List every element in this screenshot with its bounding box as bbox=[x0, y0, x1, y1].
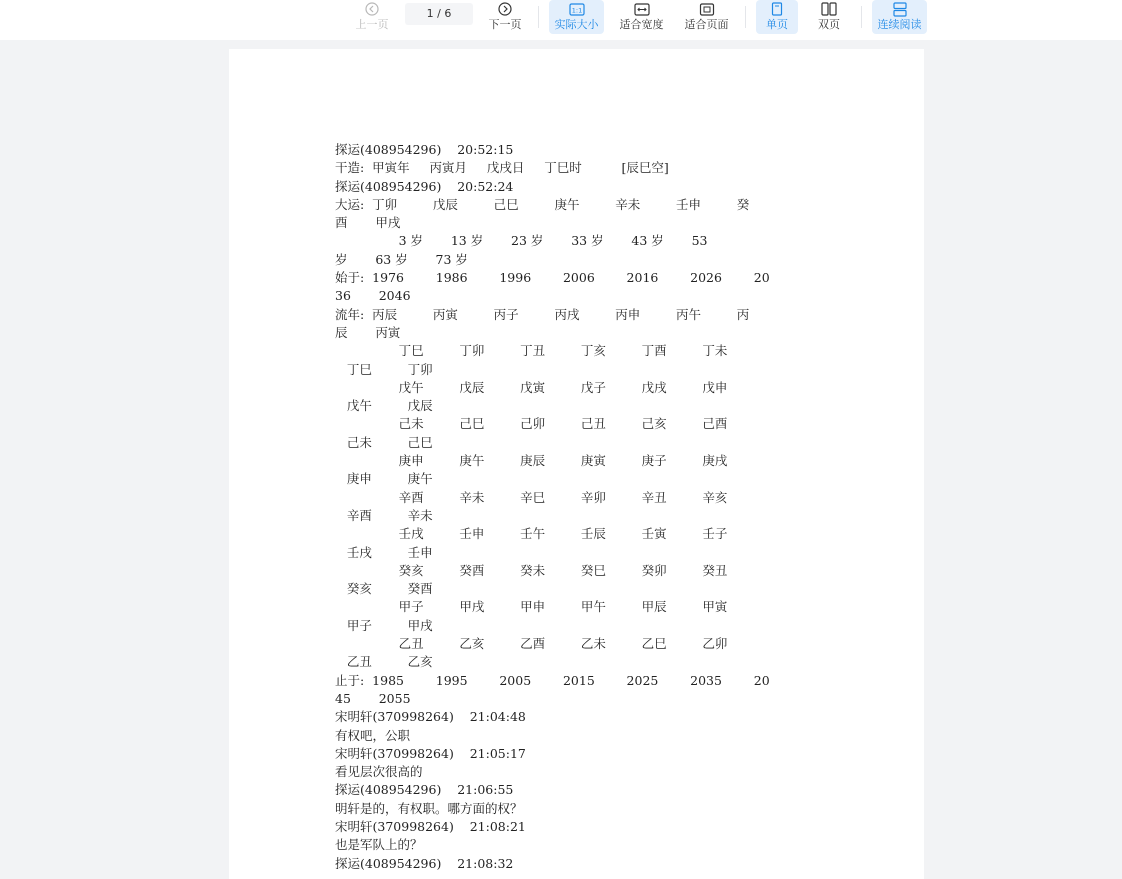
toolbar-divider bbox=[745, 6, 746, 28]
text-line: 丁巳 丁卯 丁丑 丁亥 丁酉 丁未 bbox=[335, 343, 728, 359]
actual-size-icon bbox=[569, 1, 585, 17]
text-line: 癸亥 癸酉 癸未 癸巳 癸卯 癸丑 bbox=[335, 562, 728, 578]
text-line: 宋明轩(370998264) 21:05:17 bbox=[335, 745, 526, 761]
continuous-read-label: 连续阅读 bbox=[877, 18, 922, 31]
text-line: 壬戌 壬申 bbox=[335, 544, 433, 560]
fit-width-icon bbox=[634, 1, 650, 17]
toolbar-divider bbox=[538, 6, 539, 28]
pdf-toolbar bbox=[0, 0, 1122, 40]
single-page-icon bbox=[771, 1, 783, 17]
text-line: 乙丑 乙亥 乙酉 乙未 乙巳 乙卯 bbox=[335, 636, 728, 652]
double-page-button[interactable] bbox=[808, 0, 850, 34]
continuous-read-button[interactable] bbox=[872, 0, 927, 34]
text-line: 岁 63 岁 73 岁 bbox=[335, 251, 468, 267]
text-line: 乙丑 乙亥 bbox=[335, 654, 433, 670]
fit-page-button[interactable] bbox=[679, 0, 734, 34]
text-line: 流年: 丙辰 丙寅 丙子 丙戌 丙申 丙午 丙 bbox=[335, 306, 750, 322]
next-page-label: 下一页 bbox=[488, 18, 522, 31]
text-line: 探运(408954296) 20:52:24 bbox=[335, 178, 514, 194]
text-line: 明轩是的，有权职。哪方面的权？ bbox=[335, 800, 523, 816]
text-line: 丁巳 丁卯 bbox=[335, 361, 433, 377]
text-line: 庚申 庚午 bbox=[335, 471, 433, 487]
fit-page-icon bbox=[699, 1, 715, 17]
fit-width-label: 适合宽度 bbox=[619, 18, 664, 31]
text-line: 宋明轩(370998264) 21:04:48 bbox=[335, 709, 526, 725]
text-line: 干造: 甲寅年 丙寅月 戊戌日 丁巳时 [辰巳空] bbox=[335, 160, 669, 176]
continuous-read-icon bbox=[893, 1, 907, 17]
fit-page-label: 适合页面 bbox=[684, 18, 729, 31]
next-page-button[interactable] bbox=[485, 0, 525, 34]
text-line: 探运(408954296) 21:06:55 bbox=[335, 782, 514, 798]
text-line: 辛酉 辛未 bbox=[335, 507, 433, 523]
text-line: 甲子 甲戌 bbox=[335, 617, 433, 633]
toolbar-divider bbox=[861, 6, 862, 28]
text-line: 癸亥 癸酉 bbox=[335, 581, 433, 597]
text-line: 己未 己巳 bbox=[335, 434, 433, 450]
text-line: 戊午 戊辰 bbox=[335, 398, 433, 414]
text-line: 有权吧，公职 bbox=[335, 727, 411, 743]
text-line: 大运: 丁卯 戊辰 己巳 庚午 辛未 壬申 癸 bbox=[335, 196, 750, 212]
prev-page-button[interactable] bbox=[352, 0, 392, 34]
document-text bbox=[335, 141, 835, 873]
text-line: 探运(408954296) 20:52:15 bbox=[335, 142, 514, 157]
text-line: 戊午 戊辰 戊寅 戊子 戊戌 戊申 bbox=[335, 379, 728, 395]
single-page-label: 单页 bbox=[766, 18, 788, 31]
double-page-label: 双页 bbox=[818, 18, 840, 31]
text-line: 看见层次很高的 bbox=[335, 764, 423, 780]
text-line: 己未 己巳 己卯 己丑 己亥 己酉 bbox=[335, 416, 728, 432]
single-page-button[interactable] bbox=[756, 0, 798, 34]
text-line: 甲子 甲戌 甲申 甲午 甲辰 甲寅 bbox=[335, 599, 728, 615]
chevron-left-icon bbox=[365, 1, 379, 17]
text-line: 辰 丙寅 bbox=[335, 324, 401, 340]
text-line: 壬戌 壬申 壬午 壬辰 壬寅 壬子 bbox=[335, 526, 728, 542]
document-page bbox=[229, 49, 924, 879]
text-line: 36 2046 bbox=[335, 288, 411, 304]
prev-page-label: 上一页 bbox=[355, 18, 389, 31]
fit-width-button[interactable] bbox=[614, 0, 669, 34]
actual-size-button[interactable] bbox=[549, 0, 604, 34]
text-line: 也是军队上的？ bbox=[335, 837, 423, 853]
text-line: 止于: 1985 1995 2005 2015 2025 2035 20 bbox=[335, 672, 770, 688]
svg-text:1:1: 1:1 bbox=[571, 5, 582, 14]
text-line: 酉 甲戌 bbox=[335, 215, 401, 231]
page-number-input[interactable]: 1 / 6 bbox=[405, 3, 473, 25]
text-line: 3 岁 13 岁 23 岁 33 岁 43 岁 53 bbox=[335, 233, 708, 249]
text-line: 宋明轩(370998264) 21:08:21 bbox=[335, 818, 526, 834]
actual-size-label: 实际大小 bbox=[554, 18, 599, 31]
double-page-icon bbox=[821, 1, 837, 17]
text-line: 辛酉 辛未 辛巳 辛卯 辛丑 辛亥 bbox=[335, 489, 728, 505]
chevron-right-icon bbox=[498, 1, 512, 17]
text-line: 45 2055 bbox=[335, 690, 411, 706]
text-line: 探运(408954296) 21:08:32 bbox=[335, 855, 514, 871]
text-line: 庚申 庚午 庚辰 庚寅 庚子 庚戌 bbox=[335, 453, 728, 469]
text-line: 始于: 1976 1986 1996 2006 2016 2026 20 bbox=[335, 270, 770, 286]
